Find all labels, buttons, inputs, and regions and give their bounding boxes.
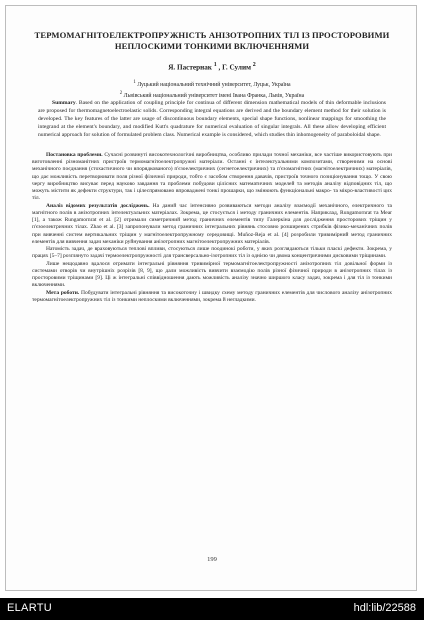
affiliation-2 <box>32 90 392 101</box>
paper-title: ТЕРМОМАГНІТОЕЛЕКТРОПРУЖНІСТЬ АНІЗОТРОПНИХ ТІЛ ІЗ ПРОСТОРОВИМИ НЕПЛОСКИМИ ТОНКИМИ ВКЛЮЧЕННЯМИ <box>34 30 390 51</box>
body-text <box>32 152 392 304</box>
handle-link[interactable]: hdl:lib/22588 <box>353 602 416 614</box>
page-content <box>32 30 392 304</box>
literature-review-text: На даний час інтенсивно розвиваються методи аналізу взаємодії механічного, електричного та магнітного полів в анізотропних інтелектуальних матеріалах. Зокрема, це стосується і методу граничних елементів. Наприклад, Rungamornrat та Mear [1], а також Rungamornrat et al. [2] отримали симетричний метод граничних елементів типу Галеркіна для дослідження просторових тріщин у п'єзоелектричних тілах. Zhao et al. [3] запропонували метод граничних інтегральних рівнянь стосовно розширених стрибків фізико-механічних полів при вивченні систем вертикальних тріщин у магнітоелектропружному середовищі. Muñoz-Reja et al. [4] розробили тривимірний метод граничних елементів для вивчення задач механіки руйнування анізотропних магнітоелектропружних матеріалів. <box>32 202 392 245</box>
repository-label: ELARTU <box>7 602 52 614</box>
summary-label: Summary <box>52 100 76 107</box>
problem-statement-heading: Постановка проблеми. <box>46 151 103 158</box>
paragraph-objective <box>32 290 392 305</box>
paragraph-integral-equations: Лише нещодавно вдалося отримати інтегральні рівняння тривимірної термомагнітоелектропружності анізотропних тіл довільної форми із системами отворів чи внутрішніх розрізів [8, 9], що дали можливість вивчити взаємодію полів різної фізичної природи в анізотропних тілах із просторовими тріщинами [9]. Ці ж інтегральні співвідношення дають можливість аналізу значно ширшого класу задач, зокрема і для тіл із тонкими включеннями. <box>32 260 392 289</box>
literature-review-heading: Аналіз відомих результатів досліджень. <box>46 202 150 209</box>
page-number: 199 <box>207 556 217 563</box>
paragraph-problem-statement <box>32 152 392 203</box>
objective-heading: Мета роботи. <box>46 289 80 296</box>
affiliation-1-text: Луцький національний технічний університет, Луцьк, Україна <box>137 82 291 89</box>
author-line <box>32 62 392 71</box>
author-1-mark: 1 <box>213 62 217 68</box>
affiliation-2-mark: 2 <box>119 90 123 96</box>
author-separator: , <box>218 63 223 72</box>
paragraph-thermal-effects: Натомість задач, де враховуються теплові впливи, стосуються лише поодинокі роботи, у яких розглядаються тільки пласкі дефекти. Зокрема, у працях [5–7] розглянуто задачі термоелектропружності для трансверсально-ізотропних тіл із однією чи двома концентричними дисковими тріщинами. <box>32 246 392 260</box>
author-2-mark: 2 <box>252 62 256 68</box>
affiliation-1 <box>32 79 392 90</box>
affiliation-2-text: Львівський національний університет імені Івана Франка, Львів, Україна <box>123 92 305 99</box>
affiliations <box>32 79 392 100</box>
paragraph-literature-review <box>32 203 392 247</box>
document-page <box>5 5 417 591</box>
author-2-name: Г. Сулим <box>222 63 251 72</box>
viewer-footer-bar <box>0 598 424 620</box>
summary-text: . Based on the application of coupling principle for continua of different dimension mathematical models of thin deformable inclusions are proposed for thermomagnetoelectroelastic solids. Corresponding integral equations are derived and the boundary element method for their solution is developed. The key features of the latter are usage of discontinuous boundary elements, special shape functions, nonlinear mappings for smoothing the integrand at the element's boundary, and modified Kutt's quadrature for numerical evaluation of singular integrals. All these allow developing efficient numerical approach for solution of formulated problem class. Numerical example is considered, which studies thin inhomogeneity of paraboloidal shape. <box>38 100 386 139</box>
objective-text: Побудувати інтегральні рівняння та високоточну і швидку схему методу граничних елементів для числового аналізу анізотропних термомагнітоелектропружних тіл із тонкими неплоскими включеннями, зокрема й негладкими. <box>32 289 392 303</box>
affiliation-1-mark: 1 <box>133 80 136 86</box>
author-1-name: Я. Пастернак <box>168 63 212 72</box>
summary-paragraph <box>32 100 392 140</box>
problem-statement-text: Сучасні розвинуті високотехнологічні виробництва, особливо прилади точної механіки, все частіше використовують при виготовленні різноманітних пристроїв термомагнітоелектропружні матеріали. Останні є інтелектуальними композитами, створеними на основі механічного поєднання (стохастичного чи впорядкованого) п'єзоелектричних (сегнетоелектричних) та п'єзомагнітних (магнітоелектричних) матеріалів, що дає можливість перетворювати поля різної фізичної природи, тобто є засобом створення давачів, пристроїв точного позиціонування тощо. У свою чергу виробництво висуває перед науково завдання та проблеми побудови цілісних математичних моделей та методів аналізу відповідних тіл, що можуть містити як дефекти структури, так і цілеспрямовано впроваджені тонкі прошарки, що змінюють функціональні макро- та мікро-властивості цих тіл. <box>32 151 393 202</box>
